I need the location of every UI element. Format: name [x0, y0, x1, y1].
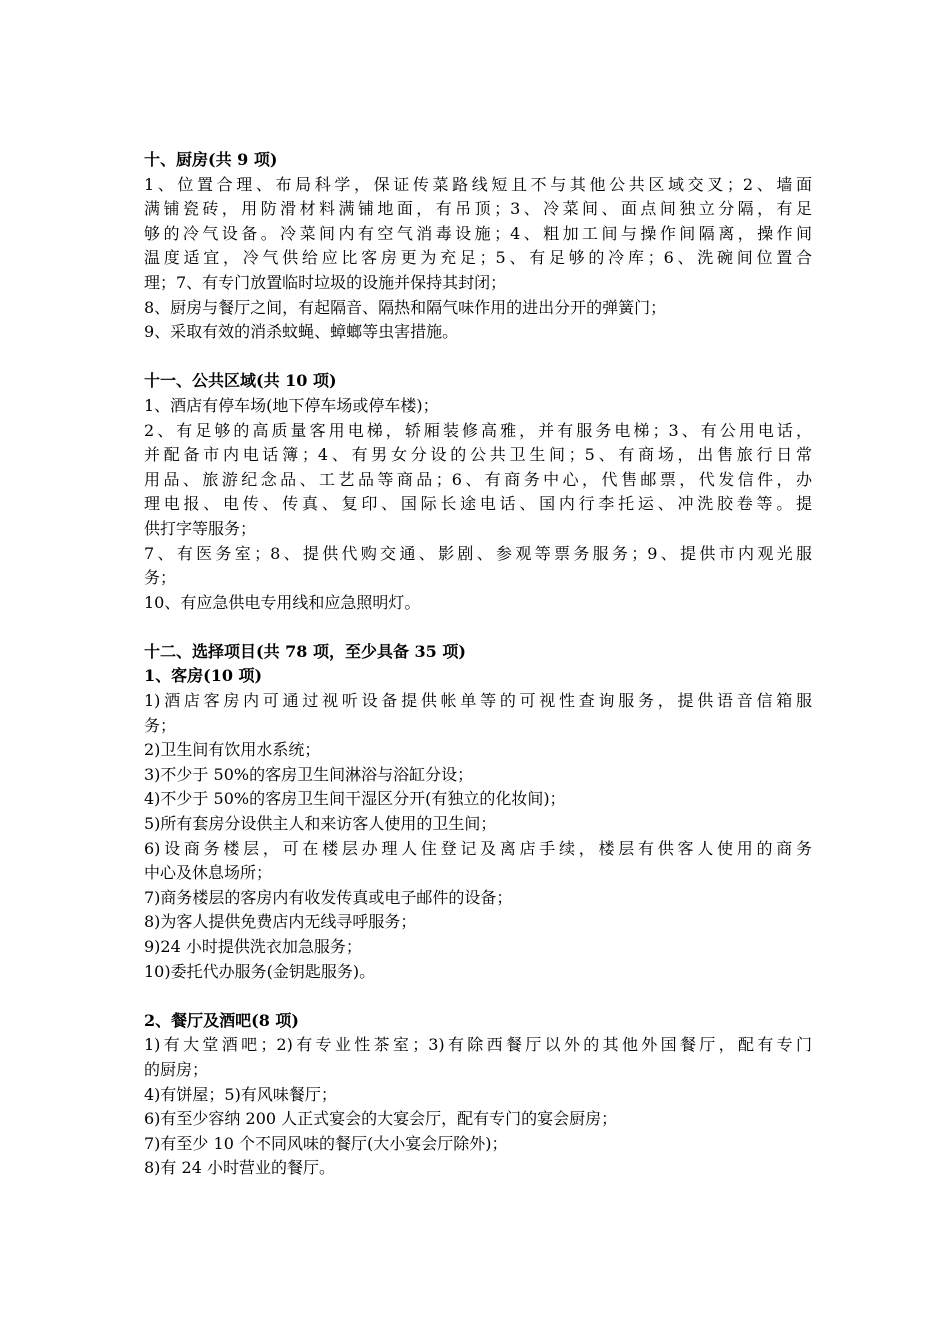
- section-heading-kitchen: 十、厨房(共 9 项): [144, 150, 278, 169]
- section-heading-public-area: 十一、公共区域(共 10 项): [144, 371, 337, 391]
- rooms-line: 9)24 小时提供洗衣加急服务；: [144, 937, 362, 956]
- kitchen-line: 8、厨房与餐厅之间，有起隔音、隔热和隔气味作用的进出分开的弹簧门；: [144, 297, 667, 317]
- dining-line: 4)有饼屋；5)有风味餐厅；: [144, 1084, 337, 1104]
- subsection-heading-dining: 2、餐厅及酒吧(8 项): [144, 1010, 299, 1030]
- rooms-line: 务；: [144, 715, 177, 735]
- dining-line: 8)有 24 小时营业的餐厅。: [144, 1158, 335, 1178]
- public-area-line: 务；: [144, 568, 177, 588]
- subsection-heading-rooms: 1、客房(10 项): [144, 666, 263, 686]
- dining-line: 1)有大堂酒吧；2)有专业性茶室；3)有除西餐厅以外的其他外国餐厅，配有专门: [144, 1035, 812, 1055]
- public-area-line: 并配备市内电话簿；4、有男女分设的公共卫生间；5、有商场，出售旅行日常: [144, 445, 812, 465]
- rooms-line: 1)酒店客房内可通过视听设备提供帐单等的可视性查询服务，提供语音信箱服: [144, 691, 812, 711]
- public-area-line: 用品、旅游纪念品、工艺品等商品；6、有商务中心，代售邮票，代发信件，办: [144, 469, 812, 489]
- section-heading-optional: 十二、选择项目(共 78 项，至少具备 35 项): [144, 641, 466, 661]
- rooms-line: 2)卫生间有饮用水系统；: [144, 740, 321, 760]
- kitchen-line: 满铺瓷砖，用防滑材料满铺地面，有吊顶；3、冷菜间、面点间独立分隔，有足: [144, 199, 812, 219]
- rooms-line: 6)设商务楼层，可在楼层办理人住登记及离店手续，楼层有供客人使用的商务: [144, 838, 812, 858]
- section-spacer: [144, 345, 812, 370]
- public-area-line: 2、有足够的高质量客用电梯，轿厢装修高雅，并有服务电梯；3、有公用电话，: [144, 420, 812, 440]
- dining-line: 7)有至少 10 个不同风味的餐厅(大小宴会厅除外)；: [144, 1133, 508, 1153]
- rooms-line: 5)所有套房分设供主人和来访客人使用的卫生间；: [144, 814, 497, 834]
- kitchen-line: 温度适宜，冷气供给应比客房更为充足；5、有足够的冷库；6、洗碗间位置合: [144, 248, 812, 268]
- rooms-line: 4)不少于 50%的客房卫生间干湿区分开(有独立的化妆间)；: [144, 789, 566, 809]
- public-area-line: 供打字等服务；: [144, 518, 257, 538]
- rooms-line: 8)为客人提供免费店内无线寻呼服务；: [144, 912, 417, 932]
- public-area-line: 7、有医务室；8、提供代购交通、影剧、参观等票务服务；9、提供市内观光服: [144, 543, 812, 563]
- public-area-line: 10、有应急供电专用线和应急照明灯。: [144, 592, 421, 612]
- section-spacer: [144, 615, 812, 640]
- public-area-line: 理电报、电传、传真、复印、国际长途电话、国内行李托运、冲洗胶卷等。提: [144, 494, 812, 514]
- document-page: [144, 148, 812, 1181]
- section-spacer: [144, 984, 812, 1009]
- rooms-line: 中心及休息场所；: [144, 863, 273, 883]
- kitchen-line: 9、采取有效的消杀蚊蝇、蟑螂等虫害措施。: [144, 322, 459, 342]
- rooms-line: 7)商务楼层的客房内有收发传真或电子邮件的设备；: [144, 887, 513, 907]
- kitchen-line: 够的冷气设备。冷菜间内有空气消毒设施；4、粗加工间与操作间隔离，操作间: [144, 223, 812, 243]
- public-area-line: 1、酒店有停车场(地下停车场或停车楼)；: [144, 395, 439, 415]
- rooms-line: 10)委托代办服务(金钥匙服务)。: [144, 961, 376, 981]
- dining-line: 的厨房；: [144, 1059, 209, 1079]
- dining-line: 6)有至少容纳 200 人正式宴会的大宴会厅，配有专门的宴会厨房；: [144, 1109, 618, 1129]
- kitchen-line: 1、位置合理、布局科学，保证传菜路线短且不与其他公共区域交叉；2、墙面: [144, 174, 812, 194]
- rooms-line: 3)不少于 50%的客房卫生间淋浴与浴缸分设；: [144, 764, 474, 784]
- kitchen-line: 理；7、有专门放置临时垃圾的设施并保持其封闭；: [144, 272, 507, 292]
